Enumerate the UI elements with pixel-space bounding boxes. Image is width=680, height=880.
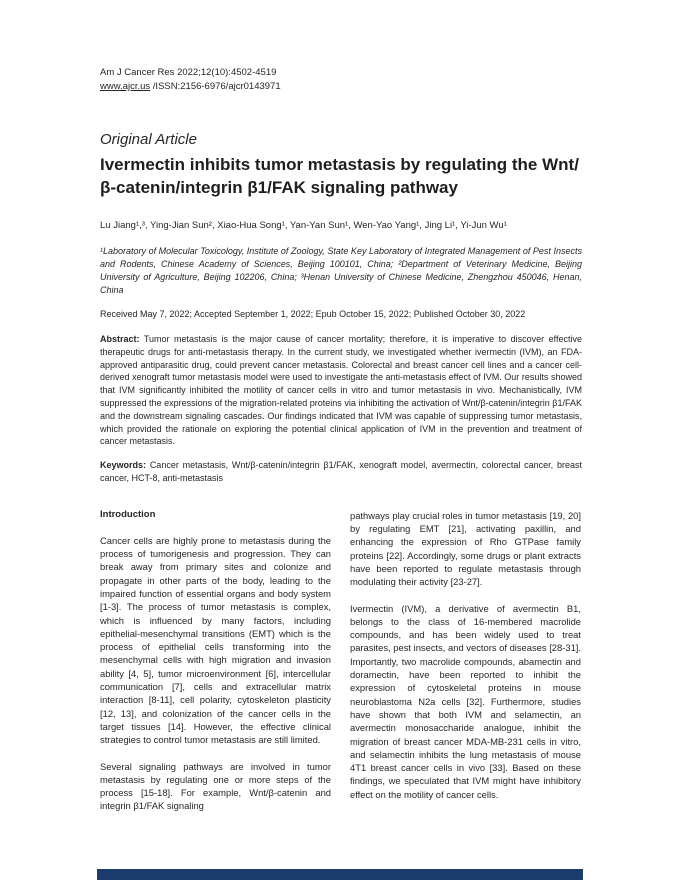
abstract-label: Abstract: [100,334,140,344]
keywords [100,459,582,485]
body-paragraph: Cancer cells are highly prone to metastasis during the process of tumorigenesis and progression. They can break away from primary sites and colonize and propagate in other parts of the body, leading to the impaired function of essential organs and body system [1-3]. The process of tumor metastasis is complex, which is influenced by many factors, including epithelial-mesenchymal transitions (EMT) which is the process of epithelial cells transforming into the mesenchymal cells with high migration and invasion ability [4, 5], tumor microenvironment [6], intercellular communication [7], cells and extracellular matrix interaction [8-11], cell polarity, cytoskeleton plasticity [12, 13], and colonization of the cancer cells in the target tissues [14]. However, the effective clinical strategies to control tumor metastasis are still limited. [100,534,331,746]
journal-url-line [100,80,582,93]
abstract-text: Tumor metastasis is the major cause of cancer mortality; therefore, it is imperative to discover effective therapeutic drugs for anti-metastasis therapy. In the current study, we investigated whether ivermectin (IVM), an FDA-approved antiparasitic drug, could prevent cancer metastasis. Colorectal and breast cancer cell lines and a cancer cell-derived xenograft tumor metastasis model were used to investigate the anti-metastasis effect of IVM. Our results showed that IVM significantly inhibited the motility of cancer cells in vitro and tumor metastasis in vivo. Mechanistically, IVM suppressed the expressions of the migration-related proteins via inhibiting the activation of Wnt/β-catenin/integrin β1/FAK and the downstream signaling cascades. Our findings indicated that IVM was capable of suppressing tumor metastasis, which provided the rationale on exploring the potential clinical application of IVM in the prevention and treatment of cancer metastasis. [100,334,582,447]
keywords-label: Keywords: [100,460,147,471]
affiliations: ¹Laboratory of Molecular Toxicology, Institute of Zoology, State Key Laboratory of Integrated Management of Pest Insects and Rodents, Chinese Academy of Sciences, Beijing 100101, China; ²Department of Veterinary Medicine, Beijing University of Agriculture, Beijing 102206, China; ³Henan University of Chinese Medicine, Zhengzhou 450046, Henan, China [100,246,582,295]
article-title: Ivermectin inhibits tumor metastasis by regulating the Wnt/β-catenin/integrin β1/FAK signaling pathway [100,155,579,197]
body-paragraph: Ivermectin (IVM), a derivative of avermectin B1, belongs to the class of 16-membered macrolide compounds, and has been widely used to treat parasites, pest insects, and vectors of diseases [28-31]. Importantly, two macrolide compounds, abamectin and doramectin, have been reported to inhibit the expression of cytoskeletal proteins in mouse neuroblastoma N2a cells [32]. Furthermore, studies have shown that both IVM and selamectin, an avermectin monosaccharide analogue, inhibit the migration of breast cancer MDA-MB-231 cells in vitro, and selamectin inhibits the lung metastasis of mouse 4T1 breast cancer cells in vivo [33]. Based on these findings, we speculated that IVM might have inhibitory effect on the motility of cancer cells. [350,602,581,800]
left-column [100,509,331,826]
journal-url-link[interactable]: www.ajcr.us [100,81,151,92]
publication-dates: Received May 7, 2022; Accepted September 1, 2022; Epub October 15, 2022; Published October 30, 2022 [100,309,526,319]
keywords-text: Cancer metastasis, Wnt/β-catenin/integrin β1/FAK, xenograft model, avermectin, colorectal cancer, breast cancer, HCT-8, anti-metastasis [100,460,582,483]
body-paragraph: Several signaling pathways are involved in tumor metastasis by regulating one or more steps of the process [15-18]. For example, Wnt/β-catenin and integrin β1/FAK signaling [100,760,331,812]
right-column [350,509,581,826]
body-paragraph: pathways play crucial roles in tumor metastasis [19, 20] by regulating EMT [21], activating paxillin, and enhancing the expression of Rho GTPase family proteins [22]. Accordingly, some drugs or plant extracts have been reported to regulate metastasis through modulating their activity [23-27]. [350,509,581,588]
issn-text: /ISSN:2156-6976/ajcr0143971 [150,81,281,92]
page-content [100,66,582,826]
author-list: Lu Jiang¹,³, Ying-Jian Sun², Xiao-Hua Song¹, Yan-Yan Sun¹, Wen-Yao Yang¹, Jing Li¹, Yi-Jun Wu¹ [100,220,507,231]
footer-bar [97,869,583,880]
body-columns [100,509,582,826]
article-type: Original Article [100,131,197,148]
journal-citation: Am J Cancer Res 2022;12(10):4502-4519 [100,67,277,78]
section-heading-introduction: Introduction [100,508,156,520]
abstract [100,333,582,448]
